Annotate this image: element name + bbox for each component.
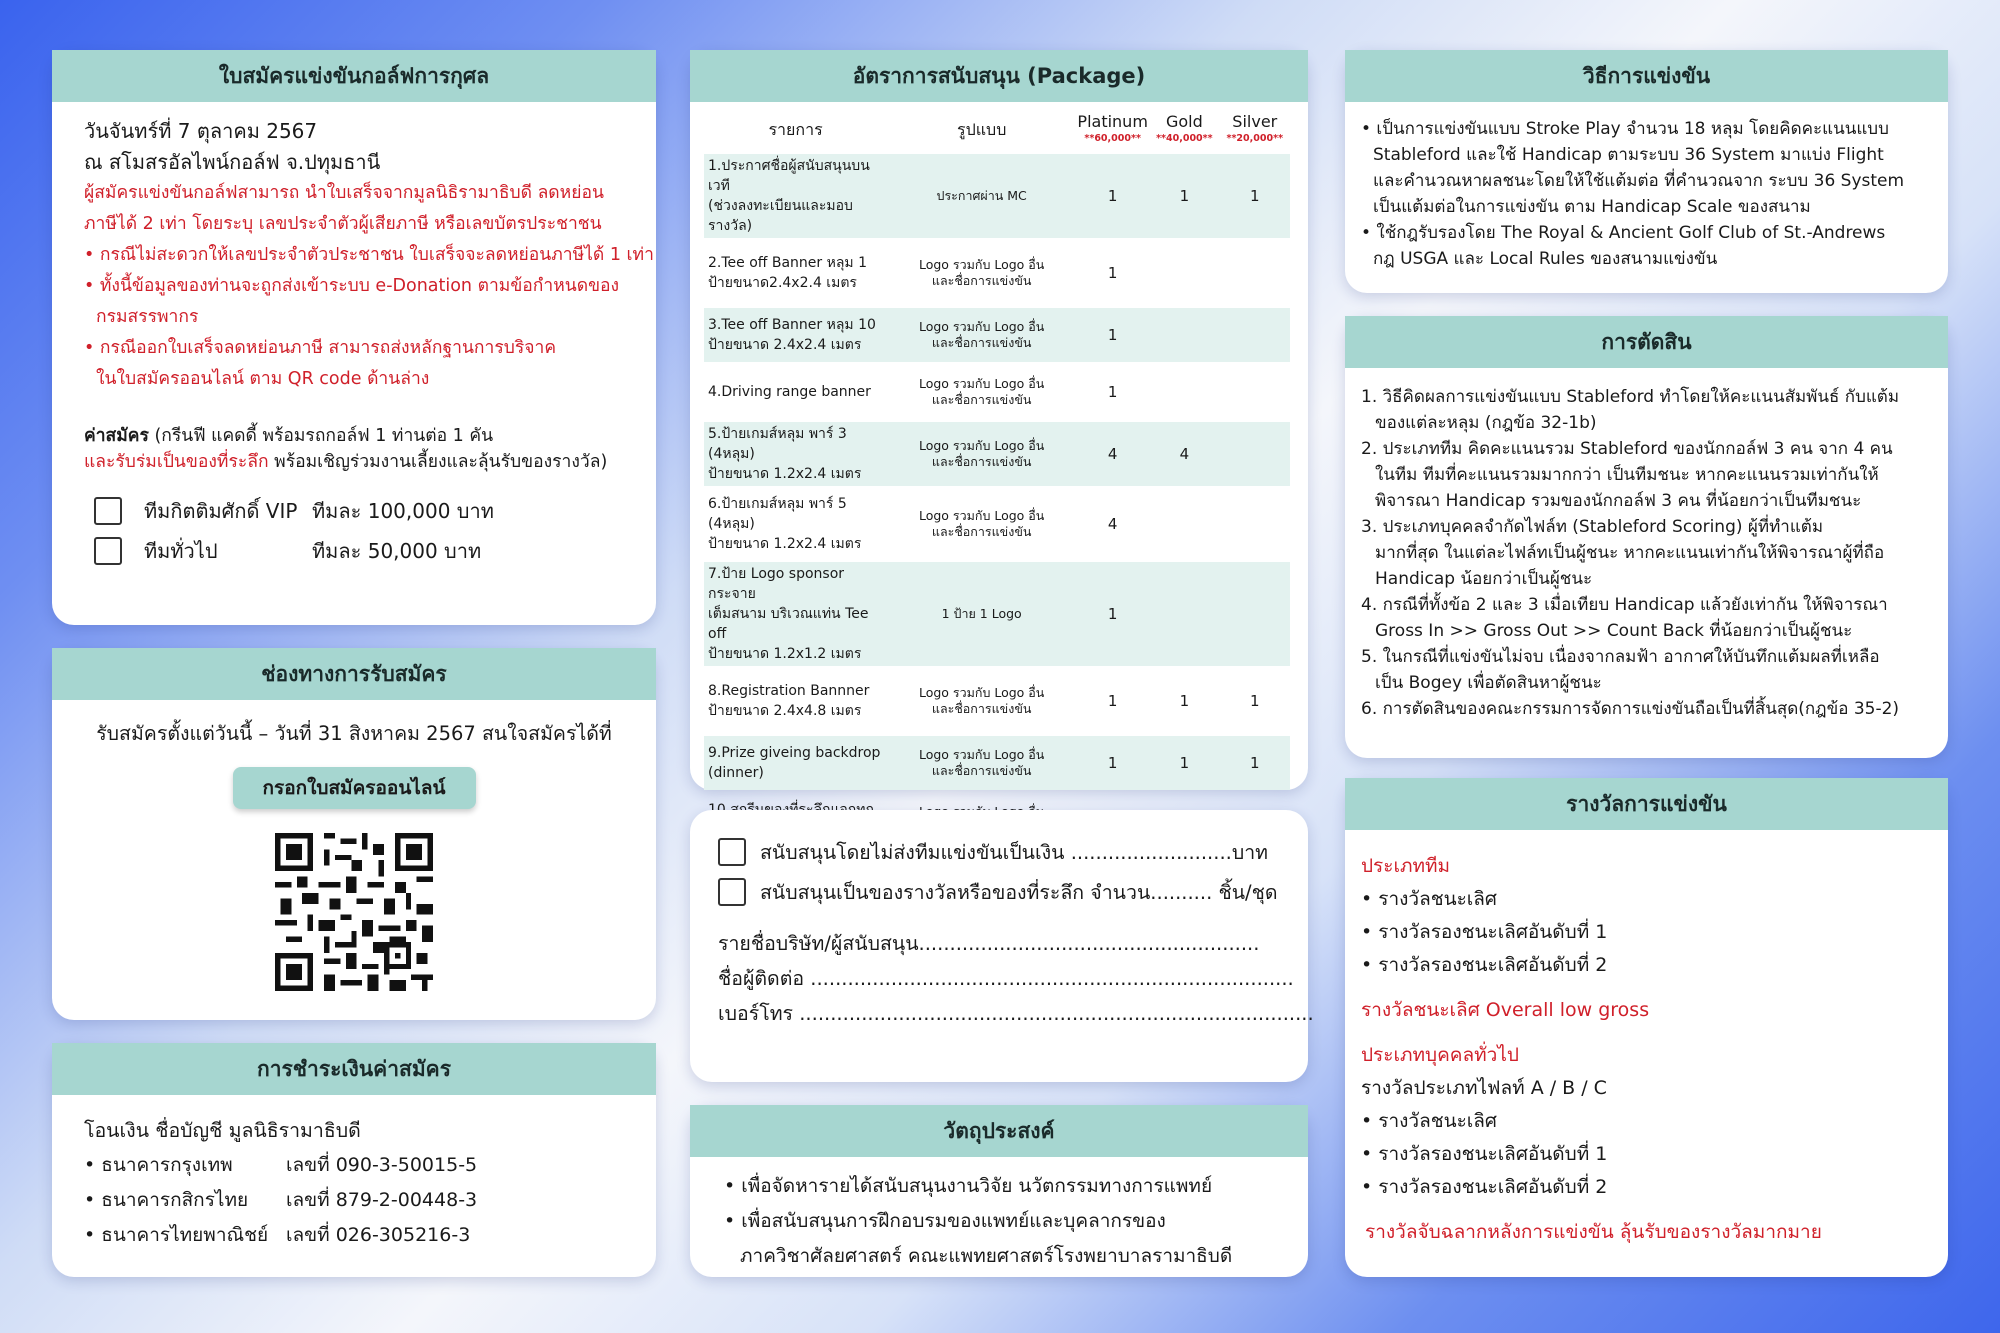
bank-name: • ธนาคารกสิกรไทย <box>84 1189 249 1211</box>
row-item <box>704 308 887 362</box>
payment-account: โอนเงิน ชื่อบัญชี มูลนิธิรามาธิบดี <box>84 1119 361 1142</box>
col-item-header: รายการ <box>768 119 823 139</box>
format-line: Stableford และใช้ Handicap ตามระบบ 36 System มาแบ่ง Flight <box>1373 145 1884 165</box>
tier-platinum <box>1076 112 1149 148</box>
payment-card <box>52 1043 656 1277</box>
objective-line: • เพื่อสนับสนุนการฝึกอบรมของแพทย์และบุคลากรของ <box>724 1210 1166 1232</box>
award-item: • รางวัลชนะเลิศ <box>1361 888 1497 910</box>
row-item <box>704 368 887 416</box>
awards-individual-heading: ประเภทบุคคลทั่วไป <box>1361 1044 1519 1066</box>
judging-line: ของแต่ละหลุม (กฎข้อ 32-1b) <box>1375 413 1597 433</box>
bank-row <box>84 1148 624 1183</box>
format-title: วิธีการแข่งขัน <box>1345 50 1948 102</box>
qr-code[interactable] <box>270 833 438 991</box>
judging-line: พิจารณา Handicap รวมของนักกอล์ฟ 3 คน ที่น้อยกว่าเป็นทีมชนะ <box>1375 491 1862 511</box>
row-item <box>704 154 887 238</box>
tax-bullet-1: • กรณีไม่สะดวกให้เลขประจำตัวประชาชน ใบเสร็จจะลดหย่อนภาษีได้ 1 เท่า <box>84 245 654 265</box>
phone-field[interactable]: เบอร์โทร ................................................................................... <box>718 1002 1314 1025</box>
row-silver <box>1220 562 1290 666</box>
sponsor-form-card <box>690 810 1314 1082</box>
fee-line-1 <box>84 423 624 449</box>
general-label: ทีมทั่วไป <box>144 539 218 563</box>
channel-card <box>52 648 656 1020</box>
judging-title: การตัดสิน <box>1345 316 1948 368</box>
general-checkbox[interactable] <box>94 537 122 565</box>
row-form-line: Logo รวมกับ Logo อื่น <box>918 508 1045 523</box>
bank-number: เลขที่ 879-2-00448-3 <box>286 1189 478 1211</box>
row-form-line: Logo รวมกับ Logo อื่น <box>918 376 1045 391</box>
package-row <box>704 562 1290 666</box>
row-gold: 4 <box>1149 422 1219 486</box>
package-card <box>690 50 1308 790</box>
row-item-line: ป้ายขนาด 1.2x1.2 เมตร <box>708 646 862 662</box>
col-form-header: รูปแบบ <box>956 119 1007 139</box>
row-gold <box>1149 368 1219 416</box>
tax-bullet-2a: • ทั้งนี้ข้อมูลของท่านจะถูกส่งเข้าระบบ e-Donation ตามข้อกำหนดของ <box>84 276 620 296</box>
package-row <box>704 422 1290 486</box>
company-field[interactable]: รายชื่อบริษัท/ผู้สนับสนุน....................................................... <box>718 932 1260 955</box>
vip-price: ทีมละ 100,000 บาท <box>312 499 494 523</box>
row-platinum: 1 <box>1107 692 1118 710</box>
format-line: เป็นแต้มต่อในการแข่งขัน ตาม Handicap Scale ของสนาม <box>1373 197 1811 217</box>
objective-card <box>690 1105 1308 1277</box>
sponsor-money-checkbox[interactable] <box>718 838 746 866</box>
objective-line: ภาควิชาศัลยศาสตร์ คณะแพทยศาสตร์โรงพยาบาลรามาธิบดี <box>740 1245 1233 1267</box>
row-form-line: และชื่อการแข่งขัน <box>931 763 1032 778</box>
row-form <box>887 154 1076 238</box>
row-item-line: ป้ายขนาด 2.4x4.8 เมตร <box>708 703 862 719</box>
awards-lucky-draw: รางวัลจับฉลากหลังการแข่งขัน ลุ้นรับของรางวัลมากมาย <box>1365 1221 1822 1243</box>
judging-line: Handicap น้อยกว่าเป็นผู้ชนะ <box>1375 569 1593 589</box>
tier-name: Gold <box>1165 112 1203 131</box>
tax-note-2: ภาษีได้ 2 เท่า โดยระบุ เลขประจำตัวผู้เสียภาษี หรือเลขบัตรประชาชน <box>84 214 602 234</box>
tier-price: **20,000** <box>1226 133 1284 144</box>
award-item: • รางวัลรองชนะเลิศอันดับที่ 1 <box>1361 1143 1608 1165</box>
sponsor-gift-checkbox[interactable] <box>718 878 746 906</box>
row-item <box>704 672 887 730</box>
row-form <box>887 244 1076 302</box>
row-form-line: และชื่อการแข่งขัน <box>931 392 1032 407</box>
vip-checkbox[interactable] <box>94 497 122 525</box>
row-form-line: Logo รวมกับ Logo อื่น <box>918 319 1045 334</box>
row-item-line: ป้ายขนาด 1.2x2.4 เมตร <box>708 466 862 482</box>
row-item-line: เต็มสนาม บริเวณแท่น Tee off <box>708 606 869 642</box>
row-silver <box>1220 492 1290 556</box>
row-platinum: 1 <box>1076 154 1149 238</box>
award-item: • รางวัลรองชนะเลิศอันดับที่ 2 <box>1361 1176 1608 1198</box>
judging-line: มากที่สุด ในแต่ละไฟล์ทเป็นผู้ชนะ หากคะแนนเท่ากันให้พิจารณาผู้ที่ถือ <box>1375 543 1885 563</box>
row-silver: 1 <box>1250 692 1260 710</box>
event-date: วันจันทร์ที่ 7 ตุลาคม 2567 <box>84 119 318 143</box>
payment-title: การชำระเงินค่าสมัคร <box>52 1043 656 1095</box>
fee-gift: และรับร่มเป็นของที่ระลึก <box>84 452 269 472</box>
tax-bullet-3a: • กรณีออกใบเสร็จลดหย่อนภาษี สามารถส่งหลักฐานการบริจาค <box>84 338 557 358</box>
sponsor-gift-label: สนับสนุนเป็นของรางวัลหรือของที่ระลึก จำนวน.......... ชิ้น/ชุด <box>760 880 1278 904</box>
row-item-line: (dinner) <box>708 765 764 781</box>
row-silver <box>1220 244 1290 302</box>
format-line: และคำนวณหาผลชนะโดยให้ใช้แต้มต่อ ที่คำนวณจาก ระบบ 36 System <box>1373 171 1905 191</box>
awards-title: รางวัลการแข่งขัน <box>1345 778 1948 830</box>
row-gold: 1 <box>1179 692 1190 710</box>
row-silver <box>1220 308 1290 362</box>
judging-card <box>1345 316 1948 758</box>
row-silver <box>1220 422 1290 486</box>
row-form <box>887 736 1076 790</box>
event-venue: ณ สโมสรอัลไพน์กอล์ฟ จ.ปทุมธานี <box>84 150 381 174</box>
row-silver <box>1220 368 1290 416</box>
tier-silver <box>1220 112 1290 148</box>
row-form <box>887 672 1076 730</box>
objective-line: • เพื่อจัดหารายได้สนับสนุนงานวิจัย นวัตกรรมทางการแพทย์ <box>724 1175 1213 1197</box>
contact-field[interactable]: ชื่อผู้ติดต่อ .............................................................................. <box>718 967 1294 990</box>
sponsor-money-option[interactable] <box>718 832 1290 872</box>
row-item <box>704 736 887 790</box>
fee-line-2 <box>84 449 624 475</box>
row-form-line: และชื่อการแข่งขัน <box>931 273 1032 288</box>
row-form <box>887 308 1076 362</box>
row-item <box>704 244 887 302</box>
fee-text: (กรีนฟี แคดดี้ พร้อมรถกอล์ฟ 1 ท่านต่อ 1 คัน <box>154 426 494 446</box>
format-line: กฎ USGA และ Local Rules ของสนามแข่งขัน <box>1373 249 1718 269</box>
row-item-line: ป้ายขนาด2.4x2.4 เมตร <box>708 275 857 291</box>
row-form-line: Logo รวมกับ Logo อื่น <box>918 747 1045 762</box>
award-item: • รางวัลชนะเลิศ <box>1361 1110 1497 1132</box>
row-gold <box>1149 244 1219 302</box>
row-form-line: และชื่อการแข่งขัน <box>931 524 1032 539</box>
row-form-line: Logo รวมกับ Logo อื่น <box>918 257 1045 272</box>
row-gold <box>1149 308 1219 362</box>
awards-team-heading: ประเภททีม <box>1361 855 1451 877</box>
row-platinum: 1 <box>1107 264 1118 282</box>
awards-flight: รางวัลประเภทไฟลท์ A / B / C <box>1361 1077 1607 1099</box>
row-item <box>704 492 887 556</box>
fee-rest: พร้อมเชิญร่วมงานเลี้ยงและลุ้นรับของรางวัล) <box>274 452 608 472</box>
row-platinum: 1 <box>1107 383 1118 401</box>
row-item-line: ป้ายขนาด 1.2x2.4 เมตร <box>708 536 862 552</box>
row-form-line: และชื่อการแข่งขัน <box>931 454 1032 469</box>
row-gold: 1 <box>1149 154 1219 238</box>
package-row <box>704 672 1290 730</box>
bank-name: • ธนาคารกรุงเทพ <box>84 1154 233 1176</box>
row-form-line: Logo รวมกับ Logo อื่น <box>918 685 1045 700</box>
award-item: • รางวัลรองชนะเลิศอันดับที่ 2 <box>1361 954 1608 976</box>
vip-option[interactable] <box>94 491 624 531</box>
judging-line: Gross In >> Gross Out >> Count Back ที่น้อยกว่าเป็นผู้ชนะ <box>1375 621 1853 641</box>
bank-row <box>84 1218 624 1253</box>
row-form <box>887 368 1076 416</box>
channel-text: รับสมัครตั้งแต่วันนี้ – วันที่ 31 สิงหาคม 2567 สนใจสมัครได้ที่ <box>96 722 612 745</box>
judging-line: 3. ประเภทบุคคลจำกัดไฟล์ท (Stableford Scoring) ผู้ที่ทำแต้ม <box>1361 517 1824 537</box>
vip-label: ทีมกิตติมศักดิ์ VIP <box>144 499 298 523</box>
objective-title: วัตถุประสงค์ <box>690 1105 1308 1157</box>
judging-line: ในทีม ทีมที่คะแนนรวมมากกว่า เป็นทีมชนะ หากคะแนนรวมเท่ากันให้ <box>1375 465 1879 485</box>
row-form-line: 1 ป้าย 1 Logo <box>941 606 1022 621</box>
tier-name: Silver <box>1232 112 1278 131</box>
format-card <box>1345 50 1948 293</box>
package-row <box>704 308 1290 362</box>
row-platinum: 1 <box>1076 736 1149 790</box>
bank-number: เลขที่ 026-305216-3 <box>286 1224 471 1246</box>
row-form-line: และชื่อการแข่งขัน <box>931 701 1032 716</box>
package-table <box>704 106 1290 850</box>
awards-card <box>1345 778 1948 1277</box>
award-item: • รางวัลรองชนะเลิศอันดับที่ 1 <box>1361 921 1608 943</box>
row-gold <box>1149 492 1219 556</box>
tier-price: **60,000** <box>1084 133 1141 144</box>
row-item-line: 5.ป้ายเกมส์หลุม พาร์ 3 (4หลุม) <box>708 426 847 462</box>
row-item-line: 8.Registration Bannner <box>708 683 870 699</box>
row-item <box>704 422 887 486</box>
channel-title: ช่องทางการรับสมัคร <box>52 648 656 700</box>
row-item-line: 3.Tee off Banner หลุม 10 <box>708 317 876 333</box>
tax-bullet-3b: ในใบสมัครออนไลน์ ตาม QR code ด้านล่าง <box>96 369 430 389</box>
row-item-line: 7.ป้าย Logo sponsor กระจาย <box>708 566 845 602</box>
general-price: ทีมละ 50,000 บาท <box>312 539 482 563</box>
tax-note-1: ผู้สมัครแข่งขันกอล์ฟสามารถ นำใบเสร็จจากมูลนิธิรามาธิบดี ลดหย่อน <box>84 183 604 203</box>
row-form <box>887 562 1076 666</box>
row-form-line: Logo รวมกับ Logo อื่น <box>918 438 1045 453</box>
package-row <box>704 492 1290 556</box>
online-form-button[interactable]: กรอกใบสมัครออนไลน์ <box>233 767 476 809</box>
format-line: • เป็นการแข่งขันแบบ Stroke Play จำนวน 18 หลุม โดยคิดคะแนนแบบ <box>1361 119 1889 139</box>
row-form-line: ประกาศผ่าน MC <box>936 188 1027 203</box>
awards-overall: รางวัลชนะเลิศ Overall low gross <box>1361 999 1650 1021</box>
row-form <box>887 492 1076 556</box>
row-item-line: 4.Driving range banner <box>708 384 871 400</box>
row-platinum: 1 <box>1076 308 1149 362</box>
judging-line: 4. กรณีที่ทั้งข้อ 2 และ 3 เมื่อเทียบ Handicap แล้วยังเท่ากัน ให้พิจารณา <box>1361 595 1888 615</box>
judging-line: 5. ในกรณีที่แข่งขันไม่จบ เนื่องจากลมฟ้า อากาศให้บันทึกแต้มผลที่เหลือ <box>1361 647 1880 667</box>
bank-number: เลขที่ 090-3-50015-5 <box>286 1154 478 1176</box>
tier-name: Platinum <box>1077 112 1148 131</box>
judging-line: 2. ประเภททีม คิดคะแนนรวม Stableford ของนักกอล์ฟ 3 คน จาก 4 คน <box>1361 439 1893 459</box>
fee-label: ค่าสมัคร <box>84 426 149 446</box>
bank-name: • ธนาคารไทยพาณิชย์ <box>84 1224 269 1246</box>
judging-line: 6. การตัดสินของคณะกรรมการจัดการแข่งขันถือเป็นที่สิ้นสุด(กฎข้อ 35-2) <box>1361 699 1900 719</box>
bank-row <box>84 1183 624 1218</box>
sponsor-money-label: สนับสนุนโดยไม่ส่งทีมแข่งขันเป็นเงิน ..........................บาท <box>760 840 1269 864</box>
row-item-line: (ช่วงลงทะเบียนและมอบรางวัล) <box>708 198 853 234</box>
package-row <box>704 736 1290 790</box>
row-platinum: 4 <box>1076 422 1149 486</box>
package-row <box>704 244 1290 302</box>
package-row <box>704 368 1290 416</box>
judging-line: 1. วิธีคิดผลการแข่งขันแบบ Stableford ทำโดยให้คะแนนสัมพันธ์ กับแต้ม <box>1361 387 1900 407</box>
row-form <box>887 422 1076 486</box>
tier-gold <box>1149 112 1219 148</box>
row-silver: 1 <box>1220 154 1290 238</box>
registration-card <box>52 50 656 625</box>
row-silver: 1 <box>1220 736 1290 790</box>
package-title: อัตราการสนับสนุน (Package) <box>690 50 1308 102</box>
sponsor-gift-option[interactable] <box>718 872 1290 912</box>
row-form-line: และชื่อการแข่งขัน <box>931 335 1032 350</box>
tier-price: **40,000** <box>1156 133 1213 144</box>
row-item-line: 2.Tee off Banner หลุม 1 <box>708 255 868 271</box>
row-item-line: 9.Prize giveing backdrop <box>708 745 881 761</box>
row-platinum: 1 <box>1076 562 1149 666</box>
judging-line: เป็น Bogey เพื่อตัดสินหาผู้ชนะ <box>1375 673 1602 693</box>
row-item-line: ป้ายขนาด 2.4x2.4 เมตร <box>708 337 862 353</box>
row-platinum: 4 <box>1107 515 1118 533</box>
general-option[interactable] <box>94 531 624 571</box>
row-item-line: 6.ป้ายเกมส์หลุม พาร์ 5 (4หลุม) <box>708 496 847 532</box>
row-gold <box>1149 562 1219 666</box>
row-item-line: 1.ประกาศชื่อผู้สนับสนุนบนเวที <box>708 158 870 194</box>
registration-title: ใบสมัครแข่งขันกอล์ฟการกุศล <box>52 50 656 102</box>
format-line: • ใช้กฎรับรองโดย The Royal & Ancient Golf Club of St.-Andrews <box>1361 223 1886 243</box>
package-header-row <box>704 112 1290 148</box>
tax-bullet-2b: กรมสรรพากร <box>96 307 199 327</box>
row-gold: 1 <box>1149 736 1219 790</box>
row-item <box>704 562 887 666</box>
package-row <box>704 154 1290 238</box>
